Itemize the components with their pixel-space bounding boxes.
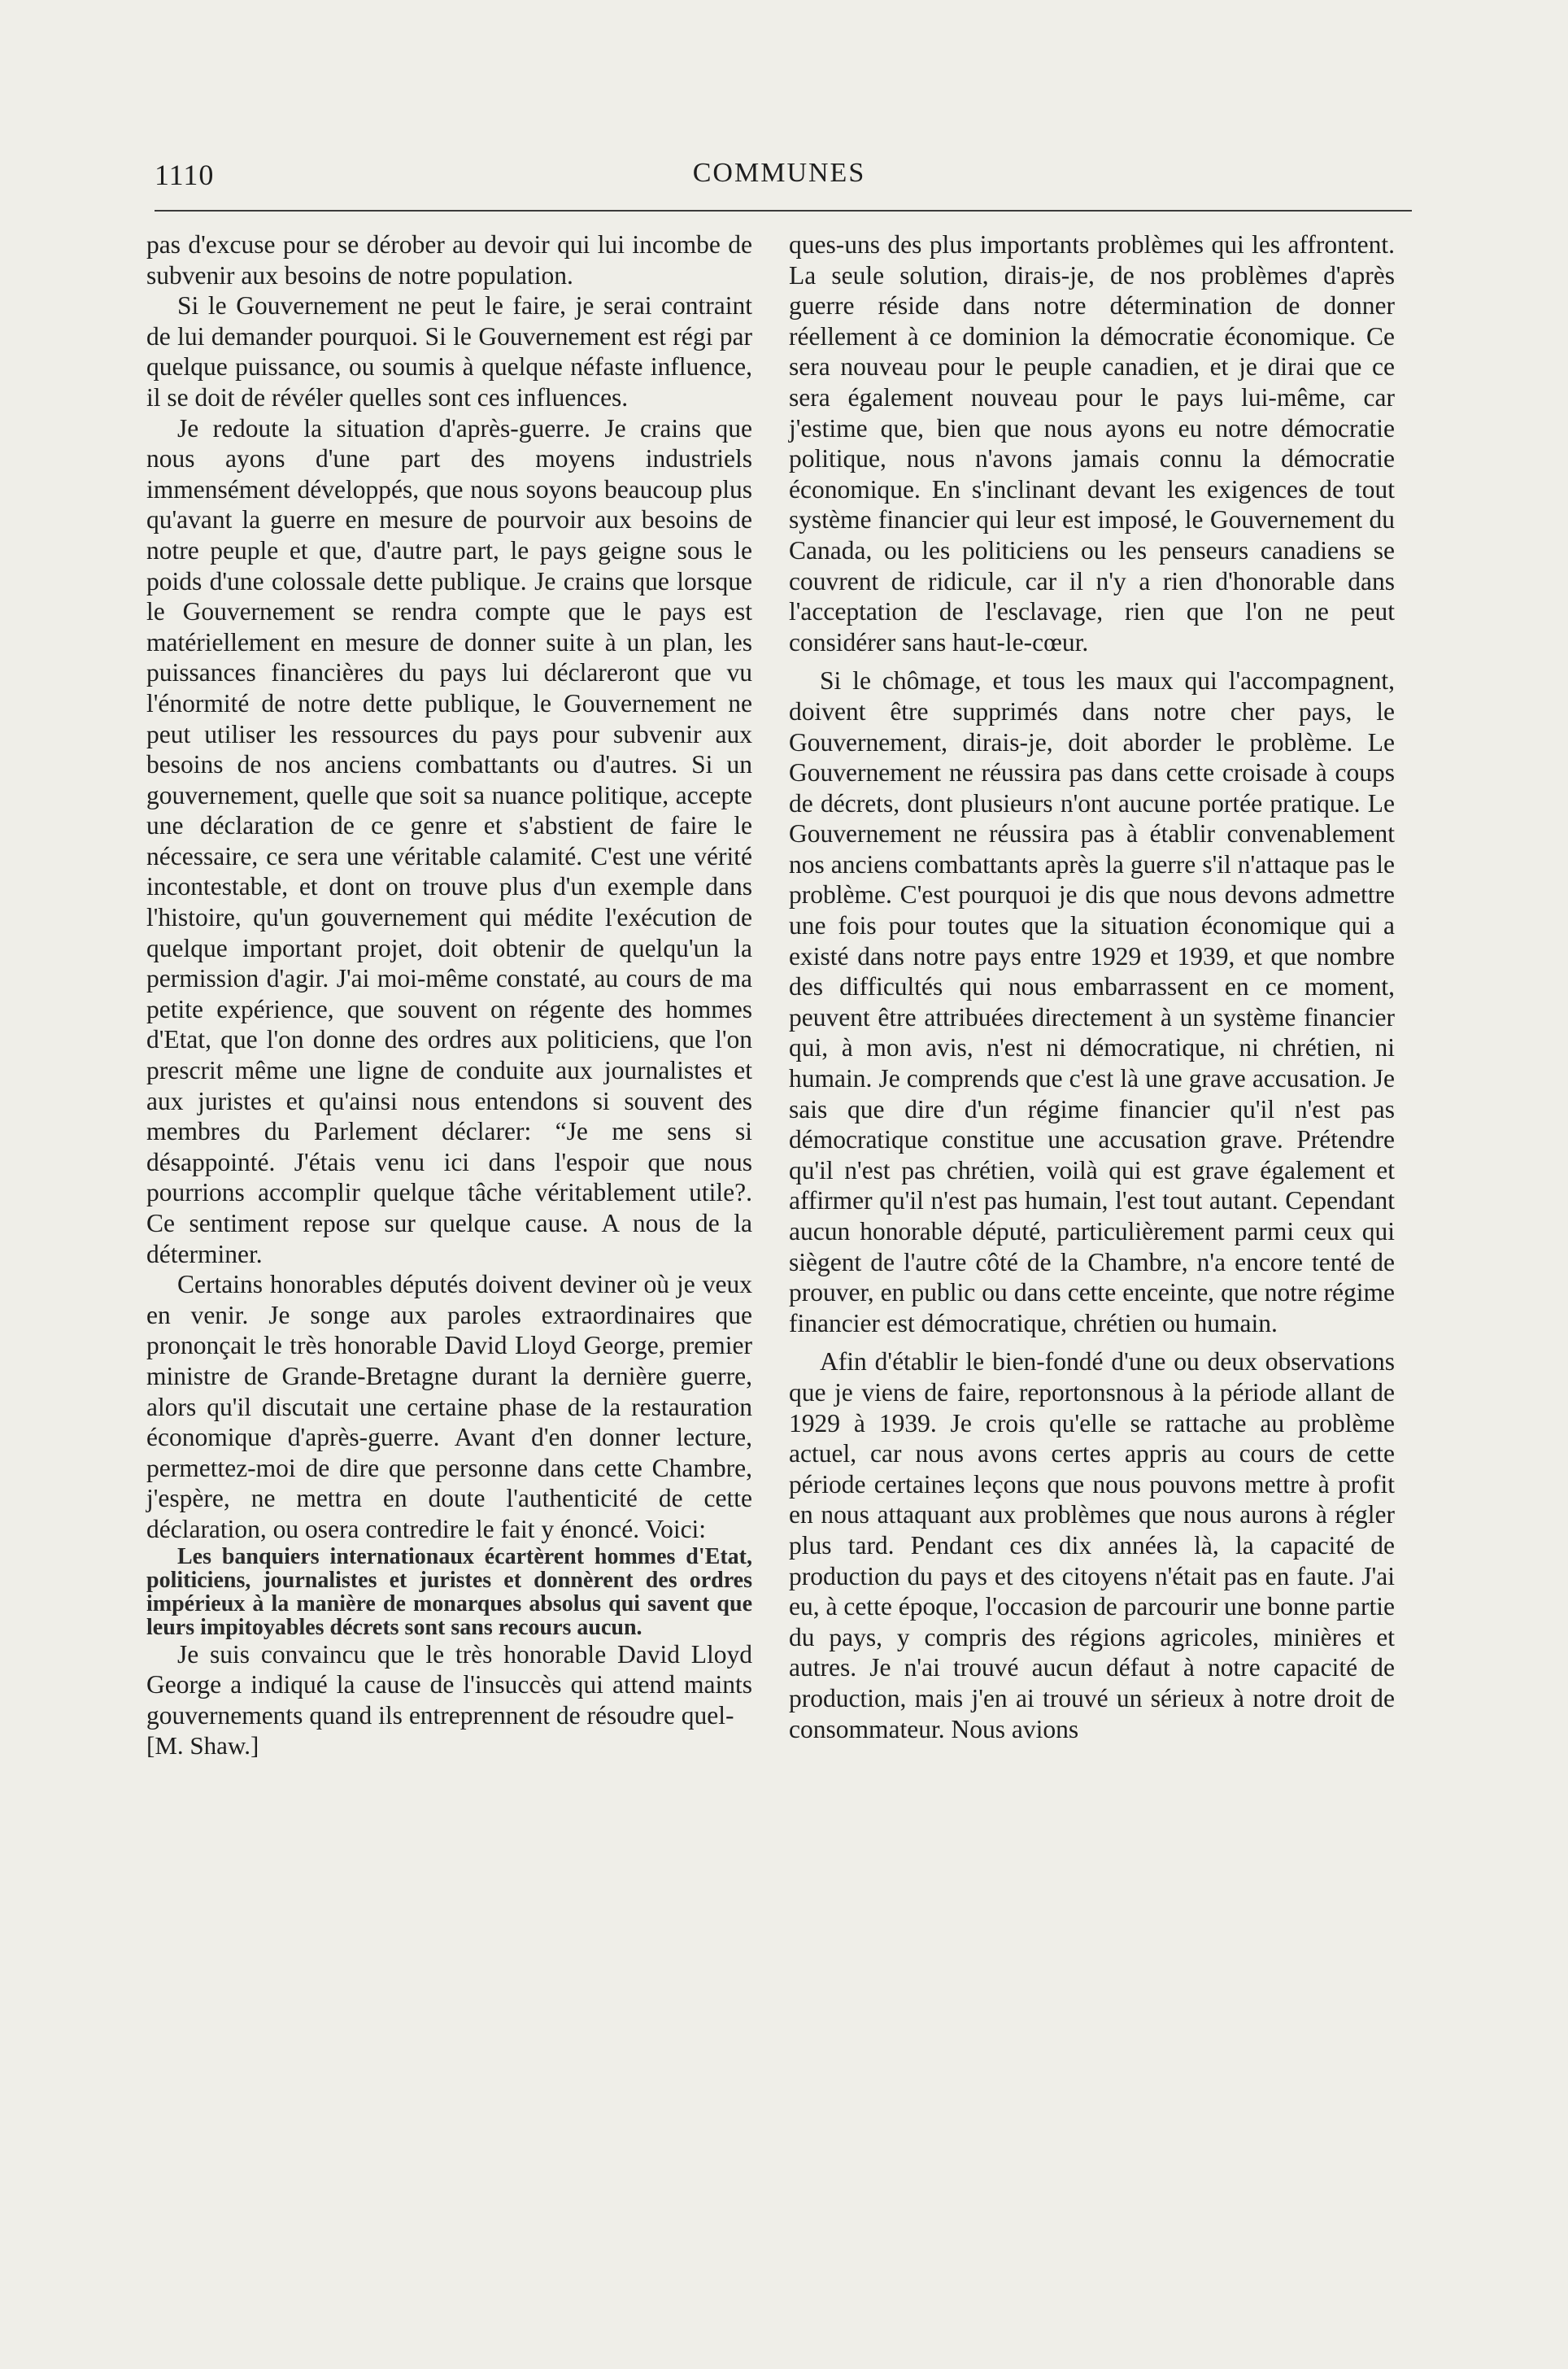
paragraph: ques-uns des plus importants problèmes qui les affrontent. La seule solution, dirais-je, de nos problèmes d'après guerre réside dans notre détermination de donner réellement à ce dominion la démocratie économique. Ce sera nouveau pour le peuple canadien, et je dirai que ce sera également nouveau pour le pays lui-même, car j'estime que, bien que nous ayons eu notre démocratie politique, nous n'avons jamais connu la démocratie économique. En s'inclinant devant les exigences de tout système financier qui leur est imposé, le Gouvernement du Canada, ou les politiciens ou les penseurs canadiens se couvrent de ridicule, car il n'y a rien d'honorable dans l'acceptation de l'esclavage, rien que l'on ne peut considérer sans haut-le-cœur. xyxy=(789,230,1395,657)
paragraph: Je redoute la situation d'après-guerre. Je crains que nous ayons d'une part des moyens industriels immensément développés, que nous soyons beaucoup plus qu'avant la guerre en mesure de pourvoir aux besoins de notre peuple et que, d'autre part, le pays geigne sous le poids d'une colossale dette publique. Je crains que lorsque le Gouvernement se rendra compte que le pays est matériellement en mesure de donner suite à un plan, les puissances financières du pays lui déclareront que vu l'énormité de notre dette publique, le Gouvernement ne peut utiliser les ressources du pays pour subvenir aux besoins de nos anciens combattants ou d'autres. Si un gouvernement, quelle que soit sa nuance politique, accepte une déclaration de ce genre et s'abstient de faire le nécessaire, ce sera une véritable calamité. C'est une vérité incontestable, et dont on trouve plus d'un exemple dans l'histoire, qu'un gouvernement qui médite l'exécution de quelque important projet, doit obtenir de quelqu'un la permission d'agir. J'ai moi-même constaté, au cours de ma petite expérience, que souvent on régente des hommes d'Etat, que l'on donne des ordres aux politiciens, que l'on prescrit même une ligne de conduite aux journalistes et aux juristes et qu'ainsi nous entendons si souvent des membres du Parlement déclarer: “Je me sens si désappointé. J'étais venu ici dans l'espoir que nous pourrions accomplir quelque tâche véritablement utile?. Ce sentiment repose sur quelque cause. A nous de la déterminer. xyxy=(146,413,752,1268)
speaker-attribution: [M. Shaw.] xyxy=(146,1731,259,1760)
running-title: COMMUNES xyxy=(692,158,866,188)
paragraph: Certains honorables députés doivent deviner où je veux en venir. Je songe aux paroles extraordinaires que prononçait le très honorable David Lloyd George, premier ministre de Grande-Bretagne durant la dernière guerre, alors qu'il discutait une certaine phase de la restauration économique d'après-guerre. Avant d'en donner lecture, permettez-moi de dire que personne dans cette Chambre, j'espère, ne mettra en doute l'authenticité de cette déclaration, ou osera contredire le fait y énoncé. Voici: xyxy=(146,1270,752,1543)
page-header xyxy=(155,158,1404,207)
header-rule xyxy=(155,210,1412,212)
right-column xyxy=(789,229,1395,1744)
page-number: 1110 xyxy=(155,159,215,191)
paragraph: Si le chômage, et tous les maux qui l'accompagnent, doivent être supprimés dans notre cher pays, le Gouvernement, dirais-je, doit aborder le problème. Le Gouvernement ne réussira pas dans cette croisade à coups de décrets, dont plusieurs n'ont aucune portée pratique. Le Gouvernement ne réussira pas à établir convenablement nos anciens combattants après la guerre s'il n'attaque pas le problème. C'est pourquoi je dis que nous devons admettre une fois pour toutes que la situation économique qui a existé dans notre pays entre 1929 et 1939, et que nombre des difficultés qui nous embarrassent en ce moment, peuvent être attribuées directement à un système financier qui, à mon avis, n'est ni démocratique, ni chrétien, ni humain. Je comprends que c'est là une grave accusation. Je sais que dire d'un régime financier qu'il n'est pas démocratique constitue une accusation grave. Prétendre qu'il n'est pas chrétien, voilà qui est grave également et affirmer qu'il n'est pas humain, l'est tout autant. Cependant aucun honorable député, particulièrement parmi ceux qui siègent de l'autre côté de la Chambre, n'a encore tenté de prouver, en public ou dans cette enceinte, que notre régime financier est démocratique, chrétien ou humain. xyxy=(789,666,1395,1337)
paragraph: Si le Gouvernement ne peut le faire, je serai contraint de lui demander pourquoi. Si le Gouvernement est régi par quelque puissance, ou soumis à quelque néfaste influence, il se doit de révéler quelles sont ces influences. xyxy=(146,291,752,412)
block-quote: Les banquiers internationaux écartèrent hommes d'Etat, politiciens, journalistes et juristes et donnèrent des ordres impérieux à la manière de monarques absolus qui savent que leurs impitoyables décrets sont sans recours aucun. xyxy=(146,1543,752,1640)
left-column xyxy=(146,229,752,1761)
paragraph: Afin d'établir le bien-fondé d'une ou deux observations que je viens de faire, reportonsnous à la période allant de 1929 à 1939. Je crois qu'elle se rattache au problème actuel, car nous avons certes appris au cours de cette période certaines leçons que nous pouvons mettre à profit en nous attaquant aux problèmes que nous aurons à régler plus tard. Pendant ces dix années là, la capacité de production du pays et des citoyens n'était pas en faute. J'ai eu, à cette époque, l'occasion de parcourir une bonne partie du pays, y compris des régions agricoles, minières et autres. Je n'ai trouvé aucun défaut à notre capacité de production, mais j'en ai trouvé un sérieux à notre droit de consommateur. Nous avions xyxy=(789,1347,1395,1743)
paragraph: Je suis convaincu que le très honorable David Lloyd George a indiqué la cause de l'insuccès qui attend maints gouvernements quand ils entreprennent de résoudre quel- xyxy=(146,1639,752,1730)
paragraph: pas d'excuse pour se dérober au devoir qui lui incombe de subvenir aux besoins de notre population. xyxy=(146,230,752,290)
